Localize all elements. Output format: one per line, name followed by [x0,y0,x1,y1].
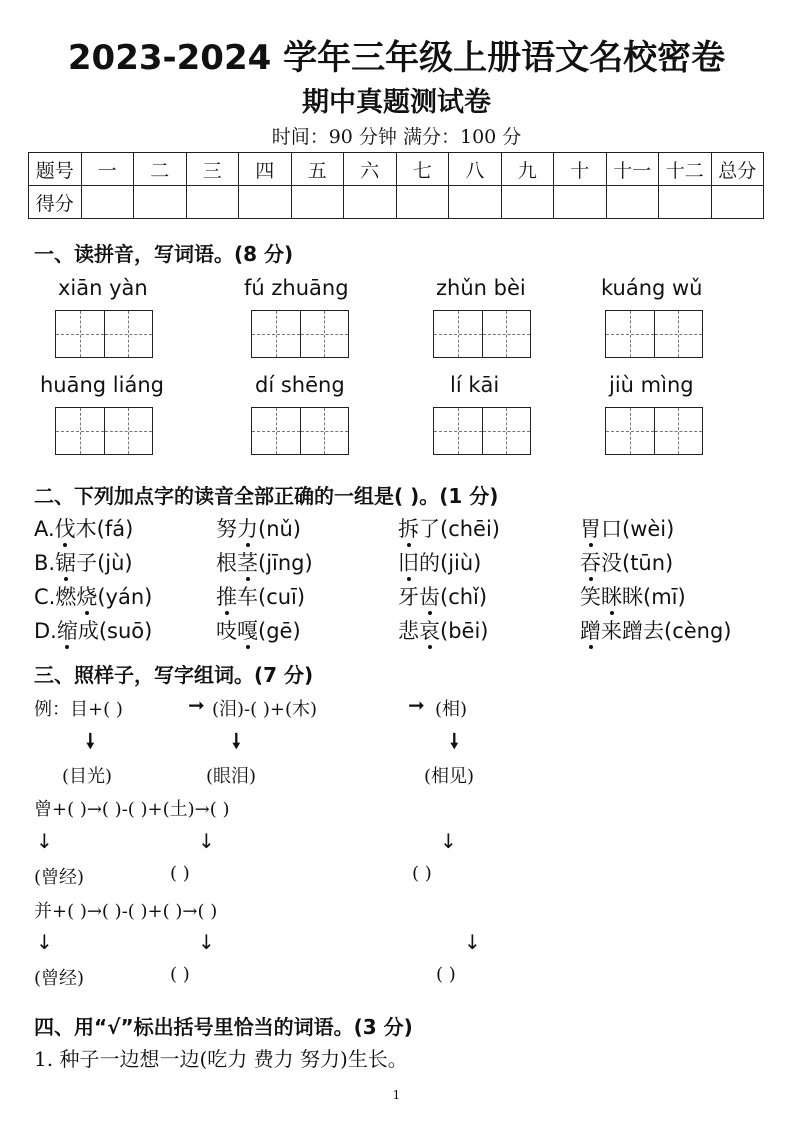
grid-cell[interactable] [606,408,655,454]
dotted-char: 拆 [398,517,419,541]
q2-title: 二、下列加点字的读音全部正确的一组是( )。(1 分) [34,484,499,508]
table-cell: 六 [344,153,397,186]
word-item: 悲哀(bēi) [398,619,489,643]
example-word: (目光) [62,766,113,787]
dotted-char: 蹭 [580,619,601,643]
pinyin-label: dí shēng [255,373,345,397]
option-d[interactable]: D.缩成(suō) [34,619,153,643]
page-title: 2023-2024 学年三年级上册语文名校密卷 [67,38,726,78]
pinyin-label: jiù mìng [609,373,694,397]
score-table-score-row [29,186,764,219]
bold-right-arrow-icon: ➞ [188,693,205,717]
down-arrow-icon: ↓ [198,930,215,954]
grid-cell[interactable] [105,311,153,357]
bold-down-arrow-icon: 🠗 [86,729,95,753]
word-item: 努力(nǔ) [216,517,302,541]
writing-grid[interactable] [433,407,531,455]
down-arrow-icon: ↓ [464,930,481,954]
table-cell: 题号 [29,153,82,186]
answer-blank[interactable]: ( ) [412,863,432,884]
score-input-cell[interactable] [239,186,292,219]
pinyin-label: huāng liáng [40,373,164,397]
table-cell: 九 [501,153,554,186]
grid-cell[interactable] [434,311,483,357]
score-input-cell[interactable] [134,186,187,219]
word-item: 笑眯眯(mī) [580,585,686,609]
q4-item-1[interactable]: 1. 种子一边想一边(吃力 费力 努力)生长。 [34,1047,408,1071]
table-cell: 七 [396,153,449,186]
score-input-cell[interactable] [186,186,239,219]
grid-cell[interactable] [483,408,531,454]
grid-cell[interactable] [301,311,349,357]
word-item: 吱嘎(gē) [216,619,301,643]
score-label-cell: 得分 [29,186,82,219]
bold-down-arrow-icon: 🠗 [450,729,459,753]
word-item: 推车(cuī) [216,585,306,609]
example-part-2: (泪)-( )+(木) [212,699,318,720]
exercise-line[interactable]: 并+( )→( )-( )+( )→( ) [34,901,218,922]
option-b[interactable]: B.锯子(jù) [34,551,133,575]
score-input-cell[interactable] [344,186,397,219]
word-item: 根茎(jīng) [216,551,313,575]
grid-cell[interactable] [655,311,703,357]
word-item: 吞没(tūn) [580,551,674,575]
pinyin-label: fú zhuāng [244,276,349,300]
score-input-cell[interactable] [554,186,607,219]
writing-grid[interactable] [251,407,349,455]
word-item: 蹭来蹭去(cèng) [580,619,732,643]
answer-blank[interactable]: ( ) [170,964,190,985]
dotted-char: 眯 [601,585,622,609]
option-label: D. [34,619,57,643]
score-input-cell[interactable] [449,186,502,219]
grid-cell[interactable] [483,311,531,357]
writing-grid[interactable] [55,407,153,455]
q3-title: 三、照样子，写字组词。(7 分) [34,663,314,687]
word-item: 旧的(jiù) [398,551,482,575]
dotted-char: 推 [216,585,237,609]
dotted-char: 旧 [398,551,419,575]
example-word: (相见) [424,766,475,787]
down-arrow-icon: ↓ [36,930,53,954]
q1-title: 一、读拼音，写词语。(8 分) [34,242,294,266]
table-cell: 十 [554,153,607,186]
exercise-line[interactable]: 曾+( )→( )-( )+(土)→( ) [34,799,230,820]
dotted-char: 哀 [419,619,440,643]
pinyin-label: kuáng wǔ [601,276,703,300]
grid-cell[interactable] [434,408,483,454]
score-input-cell[interactable] [606,186,659,219]
score-input-cell[interactable] [501,186,554,219]
bold-down-arrow-icon: 🠗 [232,729,241,753]
option-c[interactable]: C.燃烧(yán) [34,585,153,609]
time-and-score-info: 时间：90 分钟 满分：100 分 [271,126,522,148]
writing-grid[interactable] [605,310,703,358]
table-cell: 一 [81,153,134,186]
grid-cell[interactable] [655,408,703,454]
grid-cell[interactable] [301,408,349,454]
dotted-char: 茎 [237,551,258,575]
pinyin-label: xiān yàn [58,276,148,300]
word-item: 牙齿(chǐ) [398,585,488,609]
option-label: C. [34,585,56,609]
score-input-cell[interactable] [396,186,449,219]
dotted-char: 烧 [76,585,98,609]
example-part-3: (相) [435,699,468,720]
table-cell: 十一 [606,153,659,186]
word-item: 胃口(wèi) [580,517,675,541]
grid-cell[interactable] [606,311,655,357]
grid-cell[interactable] [105,408,153,454]
score-input-cell[interactable] [659,186,712,219]
dotted-char: 吞 [580,551,601,575]
bold-right-arrow-icon: ➞ [408,693,425,717]
example-word: (眼泪) [206,766,257,787]
answer-blank[interactable]: ( ) [436,964,456,985]
option-a[interactable]: A.伐木(fá) [34,517,134,541]
q4-title: 四、用“√”标出括号里恰当的词语。(3 分) [34,1015,413,1039]
pinyin-label: zhǔn bèi [436,276,526,300]
table-cell: 二 [134,153,187,186]
dotted-char: 伐 [54,517,76,541]
dotted-char: 缩 [56,619,78,643]
writing-grid[interactable] [605,407,703,455]
pinyin-label: lí kāi [450,373,500,397]
down-arrow-icon: ↓ [36,829,53,853]
score-table-header-row [29,153,764,186]
page-number: 1 [392,1088,401,1102]
word-item: 拆了(chēi) [398,517,500,541]
grid-cell[interactable] [252,311,301,357]
grid-cell[interactable] [56,408,105,454]
down-arrow-icon: ↓ [198,829,215,853]
writing-grid[interactable] [55,310,153,358]
table-cell: 总分 [711,153,764,186]
table-cell: 十二 [659,153,712,186]
answer-blank[interactable]: ( ) [170,863,190,884]
example-word: (曾经) [34,968,85,989]
example-word: (曾经) [34,867,85,888]
table-cell: 五 [291,153,344,186]
score-input-cell[interactable] [711,186,764,219]
dotted-char: 力 [237,517,258,541]
score-input-cell[interactable] [291,186,344,219]
dotted-char: 嘎 [237,619,258,643]
table-cell: 三 [186,153,239,186]
grid-cell[interactable] [252,408,301,454]
table-cell: 八 [449,153,502,186]
down-arrow-icon: ↓ [440,829,457,853]
option-label: B. [34,551,56,575]
score-input-cell[interactable] [81,186,134,219]
dotted-char: 锯 [55,551,77,575]
dotted-char: 胃 [580,517,601,541]
score-table [28,152,764,219]
writing-grid[interactable] [433,310,531,358]
dotted-char: 齿 [419,585,440,609]
page-subtitle: 期中真题测试卷 [302,87,491,118]
table-cell: 四 [239,153,292,186]
example-part-1: 例：目+( ) [34,699,123,720]
option-label: A. [34,517,55,541]
grid-cell[interactable] [56,311,105,357]
writing-grid[interactable] [251,310,349,358]
